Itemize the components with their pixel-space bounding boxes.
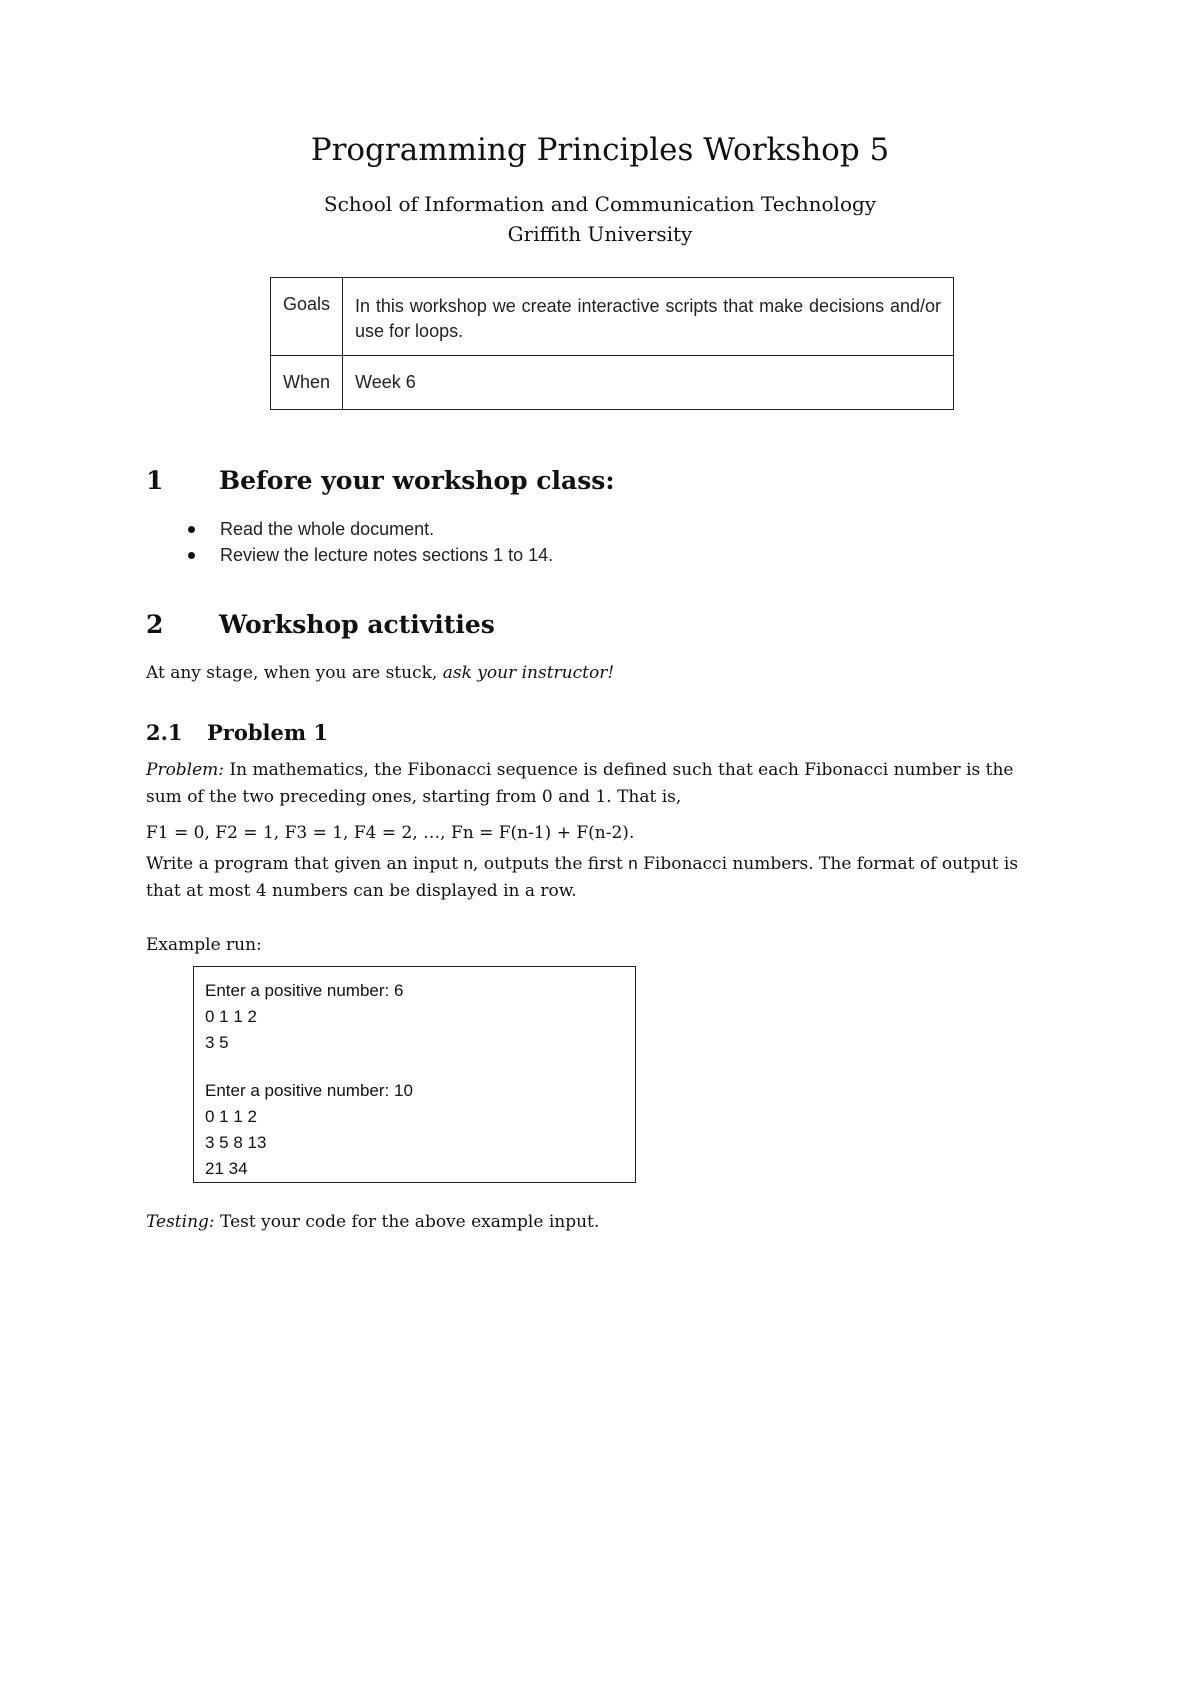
testing-note — [146, 1209, 599, 1236]
task-text-a: Write a program that given an input — [146, 854, 464, 874]
section1-number: 1 — [146, 466, 164, 495]
code-line: 3 5 8 13 — [205, 1133, 267, 1152]
table-row — [271, 356, 954, 410]
info-table — [270, 277, 954, 410]
school-name: School of Information and Communication Technology — [323, 192, 877, 216]
subsection-number: 2.1 — [146, 720, 183, 745]
list-item: Review the lecture notes sections 1 to 14. — [188, 542, 553, 568]
variable-n: n — [628, 854, 638, 873]
section2-heading: Workshop activities — [219, 610, 495, 639]
page-title: Programming Principles Workshop 5 — [310, 132, 890, 168]
fibonacci-formula: F1 = 0, F2 = 1, F3 = 1, F4 = 2, …, Fn = F(n-1) + F(n-2). — [146, 823, 635, 843]
code-line: Enter a positive number: 6 — [205, 981, 404, 1000]
section1-heading: Before your workshop class: — [219, 466, 615, 495]
when-value: Week 6 — [343, 356, 954, 410]
task-text-c: Fibonacci numbers. The format of output is — [637, 854, 1019, 874]
section2-number: 2 — [146, 610, 164, 639]
university-name: Griffith University — [507, 222, 693, 246]
problem-description — [146, 757, 1046, 811]
intro-text: At any stage, when you are stuck, — [146, 663, 443, 683]
goals-value: In this workshop we create interactive scripts that make decisions and/or use for loops. — [343, 278, 954, 356]
testing-text: Test your code for the above example input. — [214, 1212, 600, 1232]
code-line: 0 1 1 2 — [205, 1007, 257, 1026]
task-text-b: , outputs the first — [472, 854, 629, 874]
example-run-box — [193, 966, 636, 1183]
section1-bullet-list — [188, 516, 553, 568]
goals-label: Goals — [271, 278, 343, 356]
list-item: Read the whole document. — [188, 516, 553, 542]
problem-text-line1: In mathematics, the Fibonacci sequence is defined such that each Fibonacci number is the — [224, 760, 1014, 780]
code-line: 21 34 — [205, 1159, 248, 1178]
problem-label: Problem: — [146, 760, 225, 780]
subsection-heading: Problem 1 — [207, 720, 329, 745]
code-line: Enter a positive number: 10 — [205, 1081, 413, 1100]
intro-emphasis: ask your instructor! — [442, 663, 615, 683]
testing-label: Testing: — [146, 1212, 215, 1232]
when-label: When — [271, 356, 343, 410]
table-row — [271, 278, 954, 356]
code-line: 0 1 1 2 — [205, 1107, 257, 1126]
example-label: Example run: — [146, 935, 262, 955]
code-line: 3 5 — [205, 1033, 229, 1052]
task-text-line2: that at most 4 numbers can be displayed in a row. — [146, 881, 577, 901]
problem-text-line2: sum of the two preceding ones, starting from 0 and 1. That is, — [146, 787, 682, 807]
task-description — [146, 850, 1046, 905]
section2-intro — [146, 660, 614, 687]
variable-n: n — [463, 854, 473, 873]
